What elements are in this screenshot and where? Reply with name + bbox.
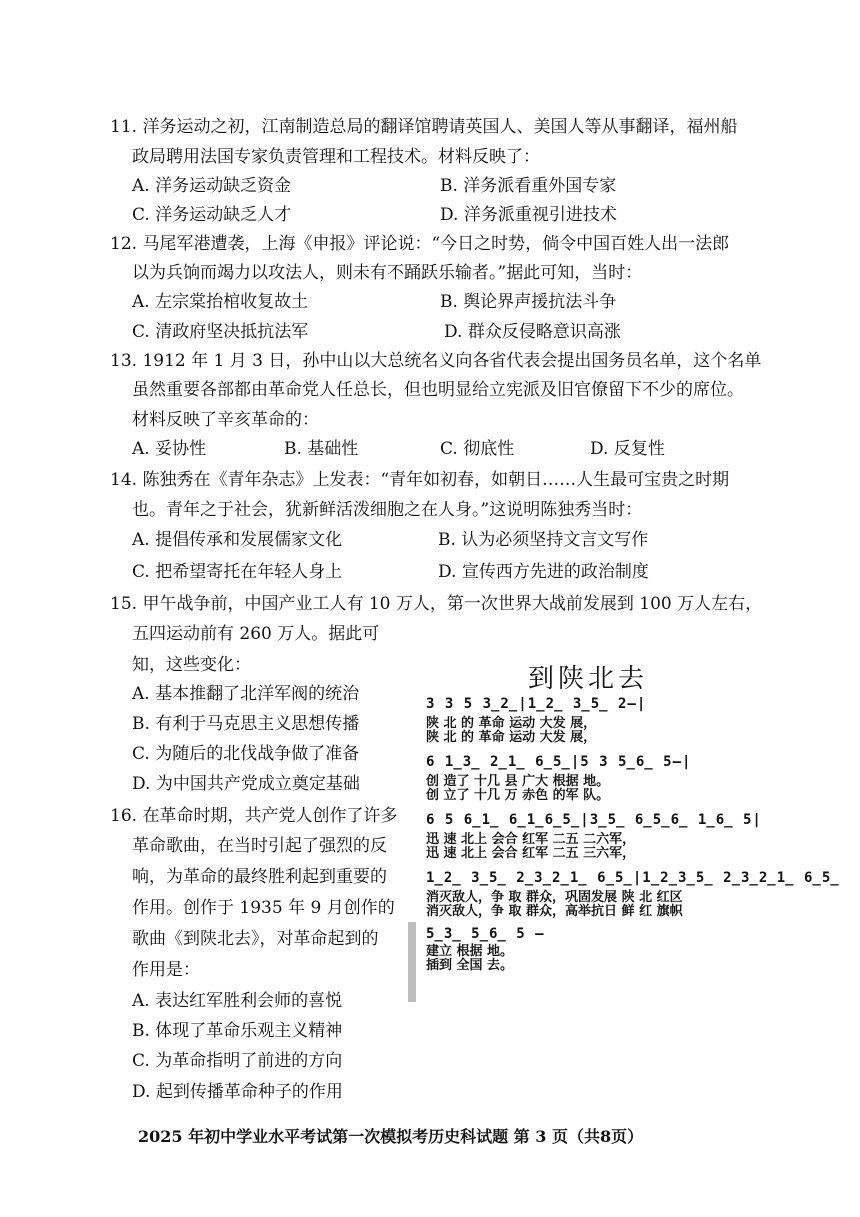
question-12-option-a: A. 左宗棠抬棺收复故土 [132, 292, 309, 312]
question-16-option-c: C. 为革命指明了前进的方向 [132, 1051, 343, 1071]
question-12-option-d: D. 群众反侵略意识高涨 [444, 322, 621, 342]
question-13-stem-line-3: 材料反映了辛亥革命的： [132, 410, 319, 430]
question-15-option-a: A. 基本推翻了北洋军阀的统治 [132, 684, 360, 704]
question-16-option-b: B. 体现了革命乐观主义精神 [132, 1021, 343, 1041]
question-11-option-b: B. 洋务派看重外国专家 [440, 176, 617, 196]
question-13-stem-line-1: 13. 1912 年 1 月 3 日，孙中山以大总统名义向各省代表会提出国务员名单，这个名单 [110, 351, 762, 371]
score-notes-row-2: 6 1̲3̲ 2̲1̲ 6̲5̲|5 3 5̲6̲ 5—| [426, 754, 692, 770]
question-15-stem-line-1: 15. 甲午战争前，中国产业工人有 10 万人，第一次世界大战前发展到 100 万人左右， [110, 594, 763, 614]
question-13-option-c: C. 彻底性 [440, 439, 515, 459]
question-16-stem-line-5: 歌曲《到陕北去》，对革命起到的 [132, 929, 379, 949]
question-16-option-a: A. 表达红军胜利会师的喜悦 [132, 991, 343, 1011]
question-16-stem-line-4: 作用。创作于 1935 年 9 月创作的 [132, 898, 395, 918]
question-14-option-d: D. 宣传西方先进的政治制度 [438, 562, 649, 582]
question-12-option-b: B. 舆论界声援抗法斗争 [440, 292, 617, 312]
question-16-stem-line-6: 作用是： [132, 960, 200, 980]
score-lyric-row-2b: 创 立了 十几 万 赤色 的军 队。 [426, 788, 610, 803]
question-14-stem-line-1: 14. 陈独秀在《青年杂志》上发表：“青年如初春，如朝日……人生最可宝贵之时期 [110, 470, 730, 490]
question-16-option-d: D. 起到传播革命种子的作用 [132, 1082, 343, 1102]
question-13-stem-line-2: 虽然重要各部都由革命党人任总长，但也明显给立宪派及旧官僚留下不少的席位。 [132, 380, 744, 400]
question-13-option-d: D. 反复性 [590, 439, 665, 459]
question-12-stem-line-1: 12. 马尾军港遭袭，上海《申报》评论说：“今日之时势，倘令中国百姓人出一法郎 [110, 234, 730, 254]
question-14-stem-line-2: 也。青年之于社会，犹新鲜活泼细胞之在人身。”这说明陈独秀当时： [132, 500, 643, 520]
question-11-option-c: C. 洋务运动缺乏人才 [132, 205, 292, 225]
question-12-stem-line-2: 以为兵饷而竭力以攻法人，则未有不踊跃乐输者。”据此可知，当时： [132, 263, 643, 283]
score-lyric-row-4a: 消灭敌人，争 取 群众，巩固发展 陕 北 红区 [426, 890, 683, 905]
score-lyric-row-2a: 创 造了 十几 县 广大 根据 地。 [426, 774, 610, 789]
question-14-option-b: B. 认为必须坚持文言文写作 [438, 530, 649, 550]
score-lyric-row-3a: 迅 速 北上 会合 红军 二五 二六军， [426, 832, 636, 847]
score-lyric-row-5a: 建立 根据 地。 [426, 944, 514, 959]
question-16-stem-line-2: 革命歌曲，在当时引起了强烈的反 [132, 836, 387, 856]
score-notes-row-5: 5̲3̲ 5̲6̲ 5 — [426, 926, 545, 942]
question-11-option-d: D. 洋务派重视引进技术 [440, 205, 617, 225]
question-16-stem-line-1: 16. 在革命时期，共产党人创作了许多 [110, 806, 398, 826]
song-score-figure [408, 652, 840, 1002]
page-footer: 2025 年初中学业水平考试第一次模拟考历史科试题 第 3 页（共8页） [138, 1127, 644, 1146]
score-title: 到陕北去 [528, 664, 649, 694]
question-11-stem-line-2: 政局聘用法国专家负责管理和工程技术。材料反映了： [132, 147, 540, 167]
question-14-option-a: A. 提倡传承和发展儒家文化 [132, 530, 343, 550]
score-notes-row-4: 1̲2̲ 3̲5̲ 2̲3̲2̲1̲ 6̲5̲|1̲2̲3̲5̲ 2̲3̲2̲1̲ 6̲5̲ [426, 870, 840, 886]
question-15-option-d: D. 为中国共产党成立奠定基础 [132, 774, 360, 794]
question-16-stem-line-3: 响，为革命的最终胜利起到重要的 [132, 867, 387, 887]
question-14-option-c: C. 把希望寄托在年轻人身上 [132, 562, 343, 582]
question-11-stem-line-1: 11. 洋务运动之初，江南制造总局的翻译馆聘请英国人、美国人等从事翻译，福州船 [110, 117, 738, 137]
score-lyric-row-3b: 迅 速 北上 会合 红军 二五 三六军， [426, 846, 636, 861]
score-lyric-row-1b: 陕 北 的 革命 运动 大发 展， [426, 730, 597, 745]
score-notes-row-1: 3 3 5 3̲2̲|1̲2̲ 3̲5̲ 2—| [426, 696, 647, 712]
question-15-stem-line-3: 知，这些变化： [132, 655, 251, 675]
question-12-option-c: C. 清政府坚决抵抗法军 [132, 322, 309, 342]
question-15-option-c: C. 为随后的北伐战争做了准备 [132, 744, 360, 764]
question-13-option-b: B. 基础性 [284, 439, 359, 459]
score-lyric-row-5b: 插到 全国 去。 [426, 958, 514, 973]
score-lyric-row-4b: 消灭敌人，争 取 群众，高举抗日 鲜 红 旗帜 [426, 904, 683, 919]
score-lyric-row-1a: 陕 北 的 革命 运动 大发 展， [426, 716, 597, 731]
question-15-stem-line-2: 五四运动前有 260 万人。据此可 [132, 624, 380, 644]
score-notes-row-3: 6 5 6̲1̲ 6̲1̲6̲5̲|3̲5̲ 6̲5̲6̲ 1̲6̲ 5| [426, 812, 762, 828]
question-13-option-a: A. 妥协性 [132, 439, 207, 459]
question-15-option-b: B. 有利于马克思主义思想传播 [132, 714, 360, 734]
question-11-option-a: A. 洋务运动缺乏资金 [132, 176, 292, 196]
